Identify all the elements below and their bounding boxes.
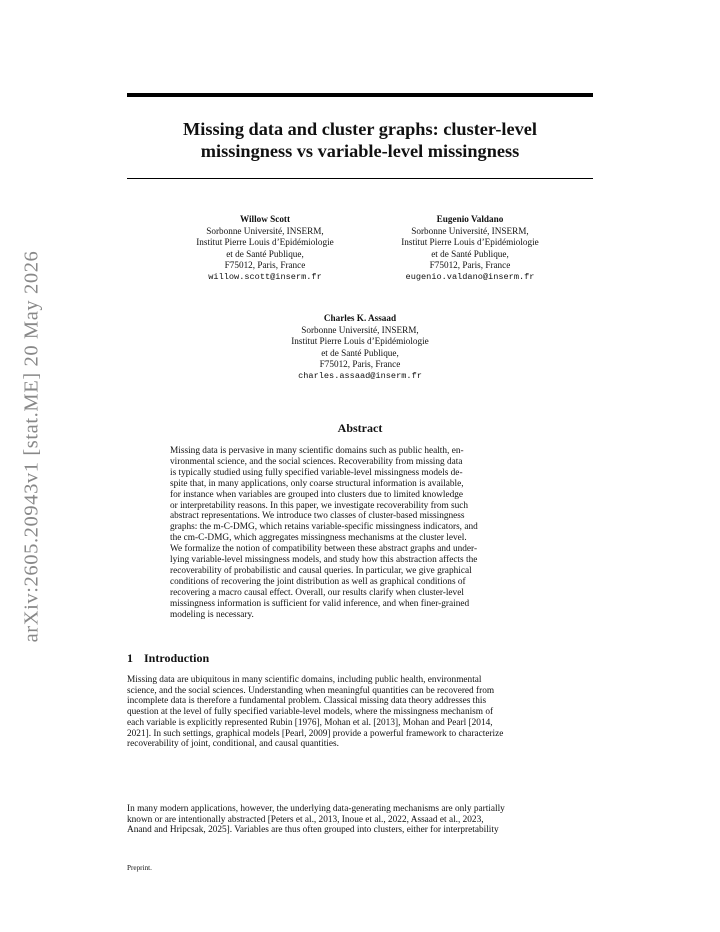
author-affiliation: Institut Pierre Louis d’Epidémiologie: [291, 336, 429, 347]
abstract-line: lying variable-level missingness models, and study how this abstraction affects the: [170, 555, 478, 566]
author-affiliation: et de Santé Publique,: [431, 248, 509, 259]
paragraph-line: each variable is explicitly represented Rubin [1976], Mohan et al. [2013], Mohan and Pearl [2014,: [127, 717, 493, 728]
title-line: missingness vs variable-level missingness: [200, 141, 520, 161]
section-title: Introduction: [144, 651, 210, 665]
author-email[interactable]: charles.assaad@inserm.fr: [298, 370, 422, 381]
paper-title: [127, 118, 593, 162]
intro-paragraph-1: [127, 675, 593, 750]
abstract-line: graphs: the m-C-DMG, which retains variable-specific missingness indicators, and: [170, 522, 478, 533]
abstract-line: vironmental science, and the social sciences. Recoverability from missing data: [170, 456, 463, 467]
author-name: Charles K. Assaad: [323, 313, 397, 323]
abstract-line: abstract representations. We introduce two classes of cluster-based missingness: [170, 511, 465, 522]
author-affiliation: F75012, Paris, France: [429, 260, 511, 271]
paragraph-line: science, and the social sciences. Understanding when meaningful quantities can be recovered from: [127, 685, 495, 696]
author-block-1: [150, 214, 380, 284]
intro-paragraph-2: [127, 804, 593, 836]
abstract-line: missingness information is sufficient for valid inference, and when finer-grained: [170, 598, 470, 609]
section-number: 1: [127, 651, 133, 665]
abstract-line: for instance when variables are grouped into clusters due to limited knowledge: [170, 489, 464, 500]
abstract-line: recovering a macro causal effect. Overall, our results clarify when cluster-level: [170, 587, 464, 598]
abstract-heading: Abstract: [337, 421, 383, 435]
abstract-body: [170, 446, 551, 621]
abstract-line: or interpretability reasons. In this paper, we investigate recoverability from such: [170, 500, 469, 511]
author-affiliation: F75012, Paris, France: [319, 359, 401, 370]
author-email[interactable]: eugenio.valdano@inserm.fr: [405, 271, 535, 282]
paragraph-line: incomplete data is therefore a fundamental problem. Classical missing data theory addresses this: [127, 696, 487, 707]
abstract-line: is typically studied using fully specified variable-level missingness models de-: [170, 467, 463, 478]
author-affiliation: et de Santé Publique,: [226, 248, 304, 259]
abstract-line: recoverability of probabilistic and causal queries. In particular, we give graphical: [170, 565, 472, 576]
author-affiliation: Sorbonne Université, INSERM,: [411, 225, 529, 236]
author-affiliation: F75012, Paris, France: [224, 260, 306, 271]
title-line: Missing data and cluster graphs: cluster-level: [183, 119, 537, 139]
title-bottom-rule: [127, 178, 593, 179]
author-block-3: [245, 313, 475, 383]
author-affiliation: Institut Pierre Louis d’Epidémiologie: [196, 237, 334, 248]
title-top-rule: [127, 93, 593, 97]
section-heading-introduction: [127, 651, 209, 666]
abstract-line: conditions of recovering the joint distribution as well as graphical conditions of: [170, 576, 466, 587]
paragraph-line: Missing data are ubiquitous in many scientific domains, including public health, environmental: [127, 675, 482, 685]
author-block-2: [355, 214, 585, 284]
preprint-footer: Preprint.: [127, 864, 152, 872]
paragraph-line: known or are intentionally abstracted [Peters et al., 2013, Inoue et al., 2022, Assaad et al., 2023,: [127, 814, 484, 825]
author-affiliation: Sorbonne Université, INSERM,: [206, 225, 324, 236]
abstract-line: spite that, in many applications, only coarse structural information is available,: [170, 478, 464, 489]
abstract-line: modeling is necessary.: [170, 609, 254, 620]
author-email[interactable]: willow.scott@inserm.fr: [208, 271, 322, 282]
author-affiliation: et de Santé Publique,: [321, 347, 399, 358]
abstract-line: We formalize the notion of compatibility between these abstract graphs and under-: [170, 544, 478, 555]
arxiv-identifier: [4, 246, 60, 646]
paragraph-line: question at the level of fully specified variable-level models, where the missingness mechanism of: [127, 707, 494, 718]
paragraph-line: recoverability of joint, conditional, and causal quantities.: [127, 739, 339, 750]
author-affiliation: Institut Pierre Louis d’Epidémiologie: [401, 237, 539, 248]
author-affiliation: Sorbonne Université, INSERM,: [301, 324, 419, 335]
paragraph-line: In many modern applications, however, the underlying data-generating mechanisms are only partially: [127, 804, 505, 814]
arxiv-identifier-text: arXiv:2605.20943v1 [stat.ME] 20 May 2026: [20, 250, 43, 642]
author-name: Eugenio Valdano: [436, 214, 504, 224]
paragraph-line: Anand and Hripcsak, 2025]. Variables are thus often grouped into clusters, either for interpretability: [127, 825, 499, 836]
abstract-line: Missing data is pervasive in many scientific domains such as public health, en-: [170, 446, 464, 456]
paragraph-line: 2021]. In such settings, graphical models [Pearl, 2009] provide a powerful framework to characterize: [127, 728, 504, 739]
abstract-line: the cm-C-DMG, which aggregates missingness mechanisms at the cluster level.: [170, 533, 467, 544]
author-name: Willow Scott: [239, 214, 291, 224]
